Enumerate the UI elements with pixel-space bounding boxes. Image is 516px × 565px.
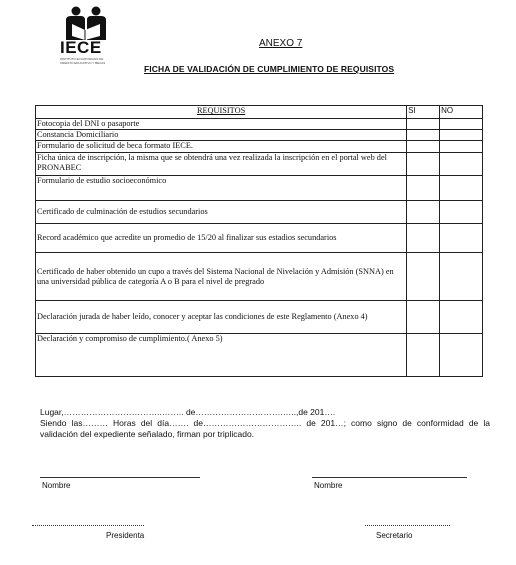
table-row <box>36 130 483 141</box>
signature-line-right <box>312 477 467 478</box>
table-row <box>36 301 483 334</box>
table-row <box>36 253 483 301</box>
no-cell[interactable] <box>440 301 483 334</box>
no-cell[interactable] <box>440 130 483 141</box>
yes-cell[interactable] <box>407 253 440 301</box>
table-row <box>36 224 483 253</box>
yes-cell[interactable] <box>407 153 440 176</box>
logo-subtitle: INSTITUTO ECUATORIANO DE CRÉDITO EDUCATIVO Y BECAS <box>60 57 106 65</box>
conformity-line: Siendo las……… Horas del día……. de…………………………….. de 201…; como signo de conformidad de la validación del expediente señalado, firman por triplicado. <box>40 418 490 439</box>
requirement-cell: Formulario de solicitud de beca formato IECE. <box>36 141 407 153</box>
requirement-cell: Formulario de estudio socioeconómico <box>36 176 407 201</box>
role-label-right: Secretario <box>376 531 413 540</box>
table-row <box>36 201 483 224</box>
table-row <box>36 334 483 377</box>
table-header-row <box>36 106 483 119</box>
no-cell[interactable] <box>440 334 483 377</box>
yes-cell[interactable] <box>407 224 440 253</box>
signature-line-left <box>40 477 200 478</box>
page-title: FICHA DE VALIDACIÓN DE CUMPLIMIENTO DE REQUISITOS <box>144 64 395 74</box>
no-cell[interactable] <box>440 153 483 176</box>
header-yes: SI <box>407 106 440 119</box>
no-cell[interactable] <box>440 141 483 153</box>
requirement-cell: Certificado de haber obtenido un cupo a través del Sistema Nacional de Nivelación y Admisión (SNNA) en una universidad pública de categoría A o B para el nivel de pregrado <box>36 253 407 301</box>
yes-cell[interactable] <box>407 201 440 224</box>
signature-dots-left <box>32 525 144 526</box>
header-requirements: REQUISITOS <box>36 106 407 119</box>
requirement-cell: Constancia Domiciliario <box>36 130 407 141</box>
yes-cell[interactable] <box>407 119 440 130</box>
iece-logo <box>58 6 118 68</box>
no-cell[interactable] <box>440 253 483 301</box>
footer-text <box>40 407 490 440</box>
no-cell[interactable] <box>440 201 483 224</box>
yes-cell[interactable] <box>407 130 440 141</box>
yes-cell[interactable] <box>407 301 440 334</box>
no-cell[interactable] <box>440 119 483 130</box>
no-cell[interactable] <box>440 224 483 253</box>
table-row <box>36 176 483 201</box>
requirement-cell: Ficha única de inscripción, la misma que se obtendrá una vez realizada la inscripción en el portal web del PRONABEC <box>36 153 407 176</box>
table-row <box>36 119 483 130</box>
table-row <box>36 141 483 153</box>
requirement-cell: Record académico que acredite un promedio de 15/20 al finalizar sus estadios secundarios <box>36 224 407 253</box>
logo-name: IECE <box>60 38 102 57</box>
name-label-left: Nombre <box>42 481 71 490</box>
requirements-table <box>35 105 483 377</box>
requirement-cell: Declaración jurada de haber leído, conocer y aceptar las condiciones de este Reglamento (Anexo 4) <box>36 301 407 334</box>
requirement-cell: Certificado de culminación de estudios secundarios <box>36 201 407 224</box>
table-row <box>36 153 483 176</box>
place-date-line: Lugar,……………………………..…….. de………………………….…..,de 201…. <box>40 407 336 417</box>
people-icon <box>64 6 108 40</box>
role-label-left: Presidenta <box>106 531 145 540</box>
annex-label: ANEXO 7 <box>259 38 303 49</box>
yes-cell[interactable] <box>407 141 440 153</box>
name-label-right: Nombre <box>314 481 343 490</box>
no-cell[interactable] <box>440 176 483 201</box>
requirement-cell: Fotocopia del DNI o pasaporte <box>36 119 407 130</box>
requirement-cell: Declaración y compromiso de cumplimiento.( Anexo 5) <box>36 334 407 377</box>
header-no: NO <box>440 106 483 119</box>
signature-dots-right <box>365 525 450 526</box>
yes-cell[interactable] <box>407 334 440 377</box>
yes-cell[interactable] <box>407 176 440 201</box>
